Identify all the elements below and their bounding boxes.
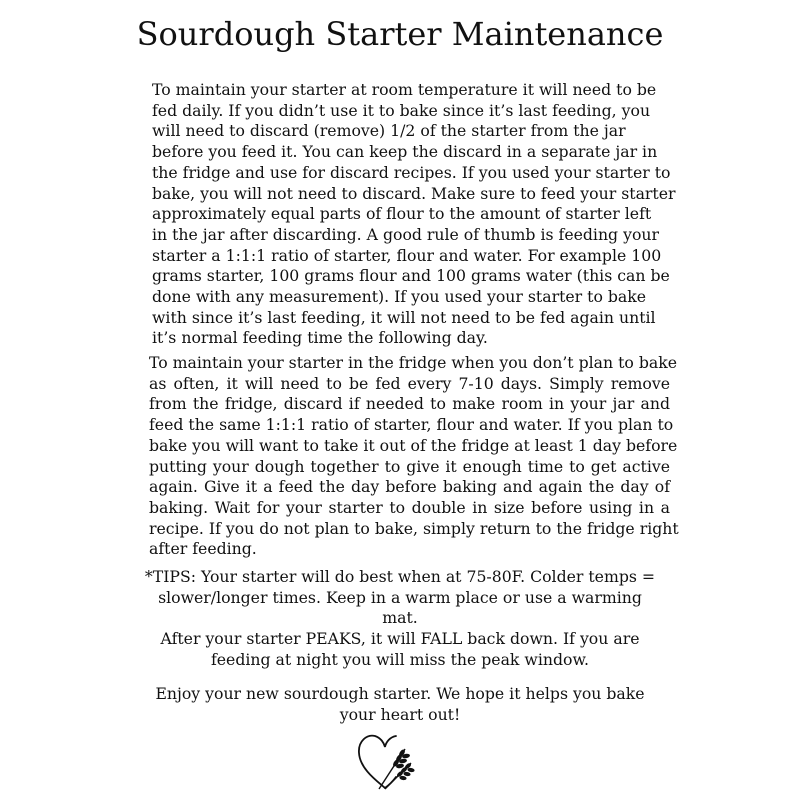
text-line: again. Give it a feed the day before baking and again the day of	[149, 477, 670, 497]
text-line: recipe. If you do not plan to bake, simply return to the fridge right	[149, 518, 679, 538]
text-line: putting your dough together to give it enough time to get active	[149, 456, 670, 476]
fridge-paragraph	[149, 353, 679, 560]
text-line: the fridge and use for discard recipes. If you used your starter to	[152, 162, 671, 182]
text-line: fed daily. If you didn’t use it to bake since it’s last feeding, you	[152, 100, 651, 120]
text-line: baking. Wait for your starter to double in size before using in a	[149, 497, 670, 517]
text-line: with since it’s last feeding, it will not need to be fed again until	[152, 307, 656, 327]
text-line: after feeding.	[149, 539, 257, 559]
text-line: as often, it will need to be fed every 7-10 days. Simply remove	[149, 373, 670, 393]
text-line: After your starter PEAKS, it will FALL back down. If you are	[160, 629, 640, 649]
text-line: bake, you will not need to discard. Make sure to feed your starter	[152, 183, 676, 203]
heart-wheat-icon	[355, 731, 415, 793]
text-line: bake you will want to take it out of the fridge at least 1 day before	[149, 435, 678, 455]
text-line: will need to discard (remove) 1/2 of the starter from the jar	[152, 121, 626, 141]
text-line: done with any measurement). If you used your starter to bake	[152, 287, 647, 307]
text-line: your heart out!	[339, 704, 461, 724]
text-line: *TIPS: Your starter will do best when at 75-80F. Colder temps =	[144, 567, 656, 586]
text-line: To maintain your starter at room temperature it will need to be	[152, 80, 657, 99]
text-line: mat.	[382, 608, 418, 628]
text-line: To maintain your starter in the fridge when you don’t plan to bake	[149, 353, 678, 372]
text-line: before you feed it. You can keep the discard in a separate jar in	[152, 142, 658, 162]
text-line: feed the same 1:1:1 ratio of starter, flour and water. If you plan to	[149, 415, 674, 435]
page-title: Sourdough Starter Maintenance	[136, 15, 664, 53]
room-temperature-paragraph	[152, 80, 676, 349]
text-line: in the jar after discarding. A good rule of thumb is feeding your	[152, 224, 659, 244]
closing-message	[0, 684, 800, 725]
text-line: approximately equal parts of flour to the amount of starter left	[152, 204, 652, 224]
text-line: Enjoy your new sourdough starter. We hope it helps you bake	[155, 684, 645, 703]
tips-block	[0, 567, 800, 671]
text-line: starter a 1:1:1 ratio of starter, flour and water. For example 100	[152, 245, 662, 265]
text-line: feeding at night you will miss the peak window.	[210, 649, 590, 669]
text-line: slower/longer times. Keep in a warm place or use a warming	[158, 587, 642, 607]
text-line: grams starter, 100 grams flour and 100 grams water (this can be	[152, 266, 670, 286]
text-line: it’s normal feeding time the following day.	[152, 328, 488, 348]
text-line: from the fridge, discard if needed to make room in your jar and	[149, 394, 670, 414]
